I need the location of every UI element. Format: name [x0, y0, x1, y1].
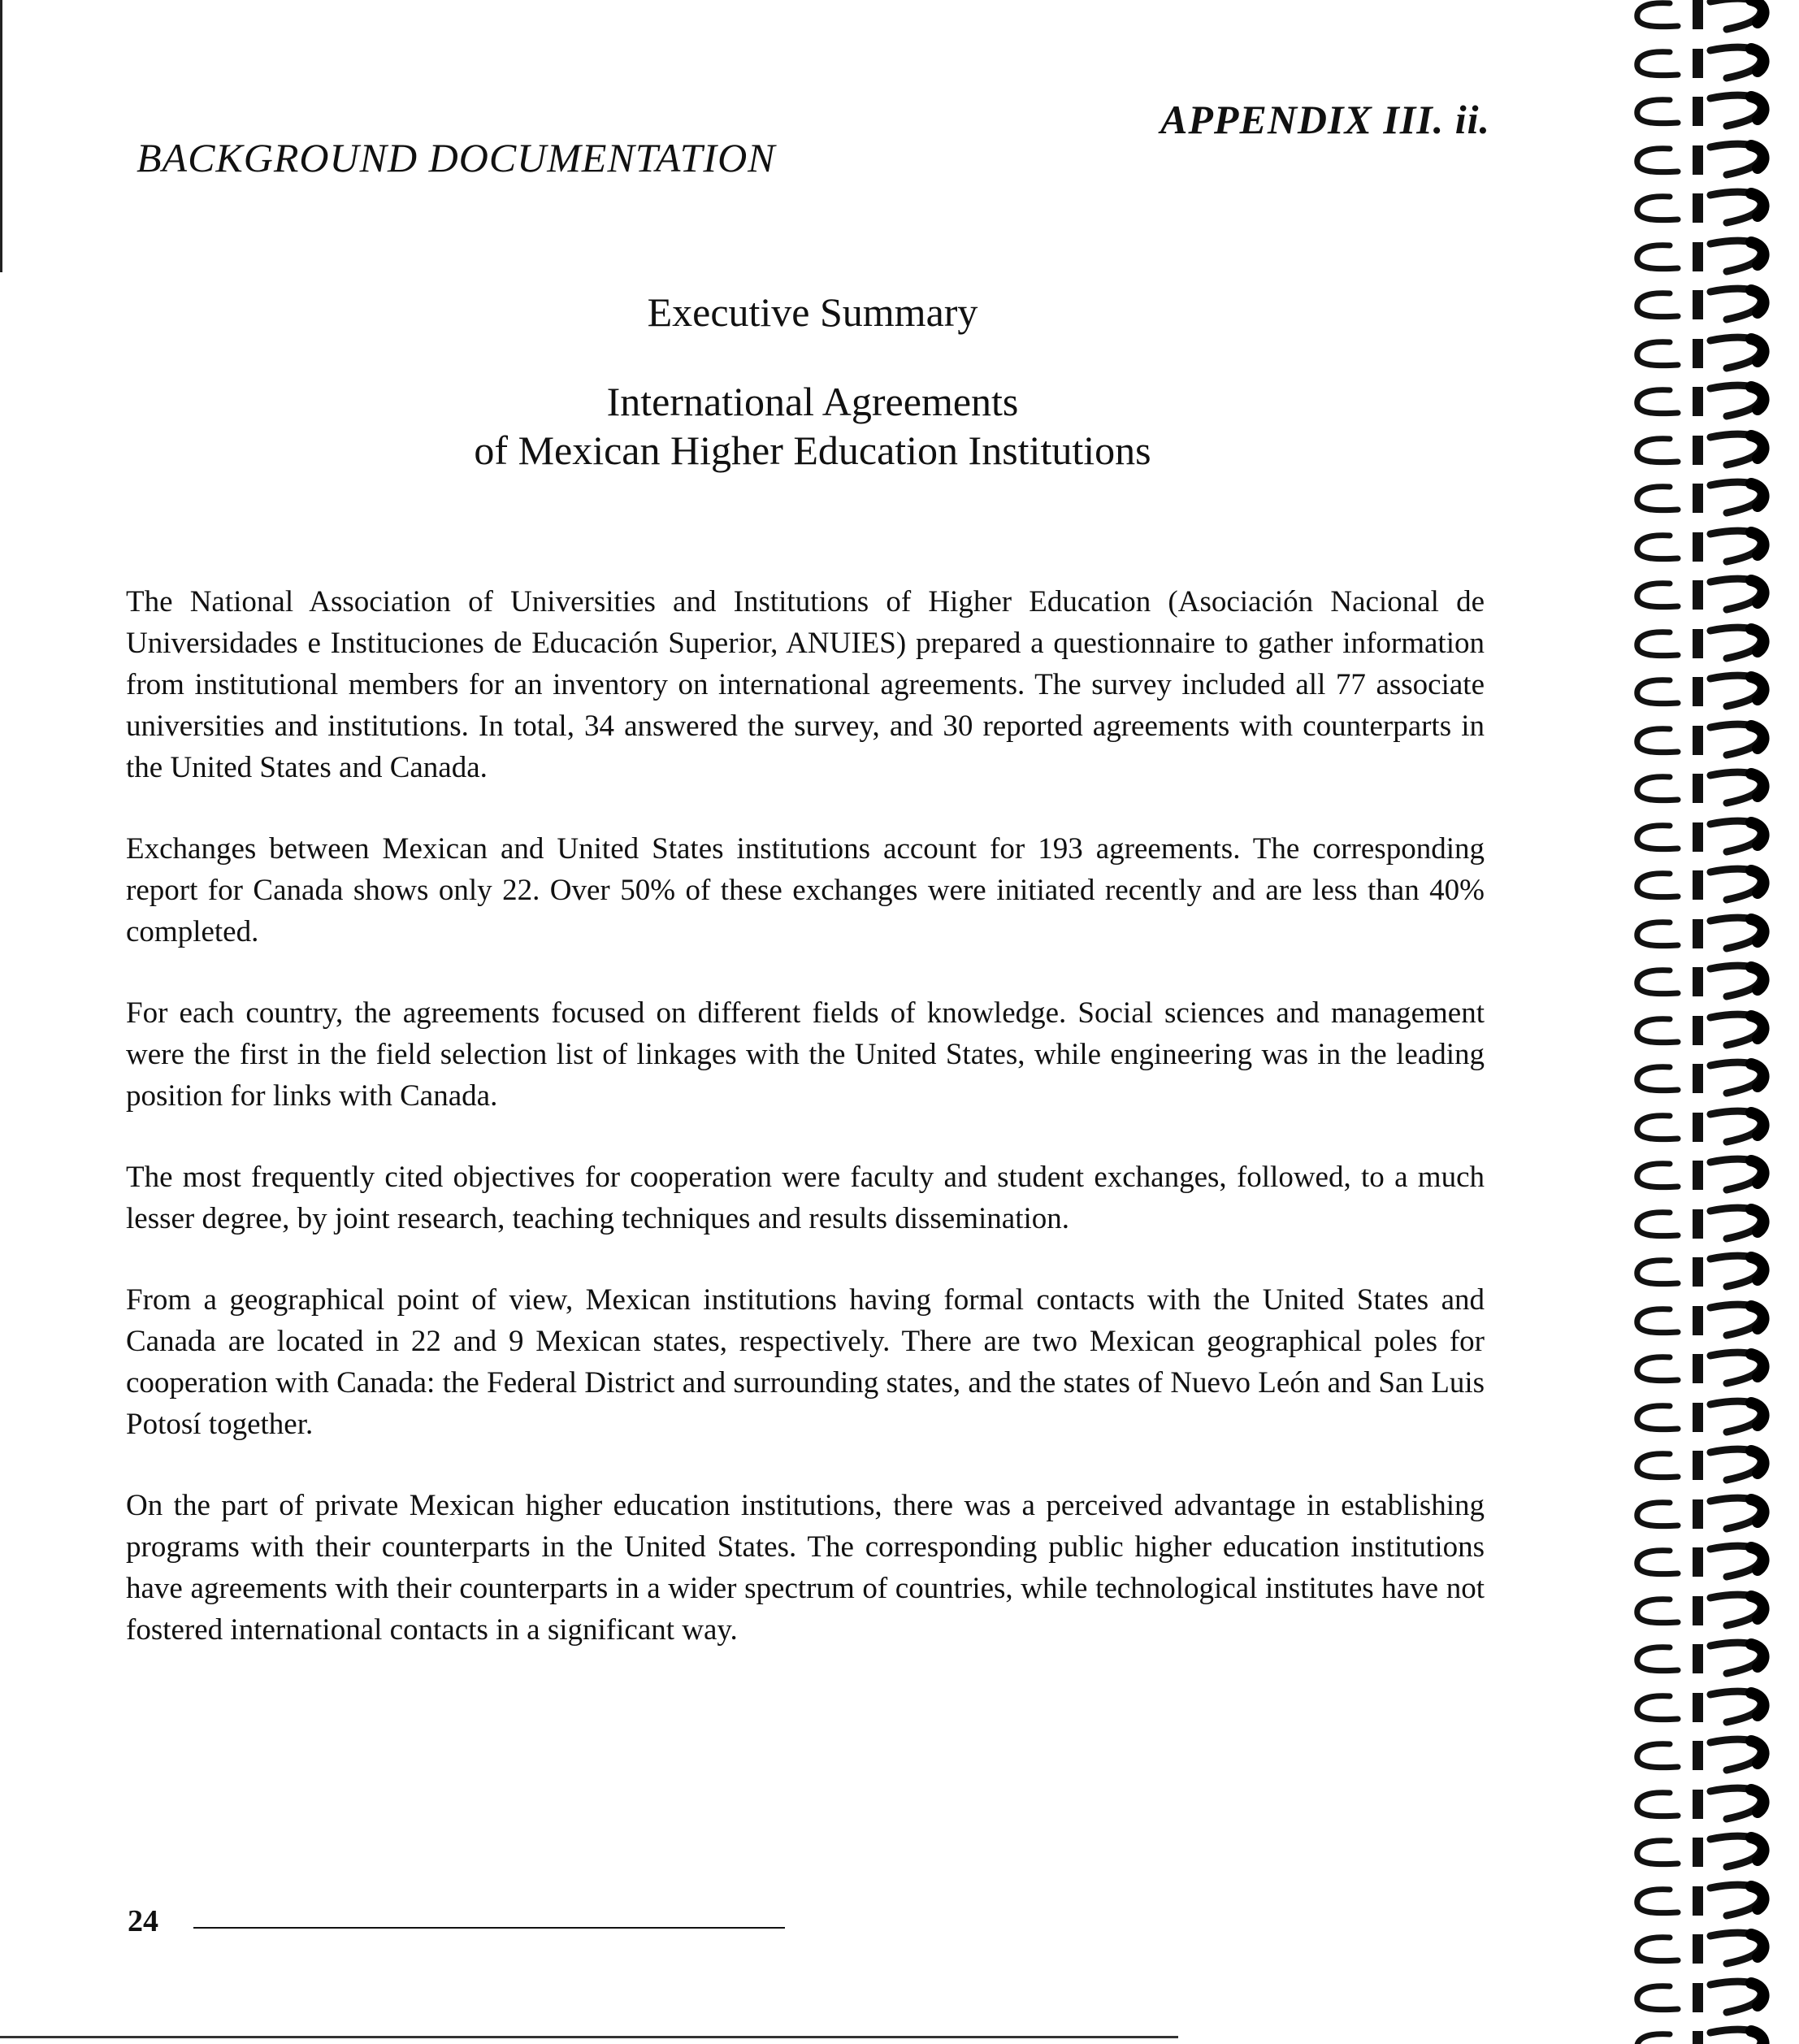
- page-subtitle-line-1: International Agreements: [606, 379, 1019, 424]
- binding-coil: [1621, 1201, 1799, 1248]
- binding-coil: [1621, 137, 1799, 184]
- binding-coil: [1621, 331, 1799, 378]
- binding-coil: [1621, 766, 1799, 813]
- binding-coil: [1621, 427, 1799, 475]
- appendix-label: APPENDIX III. ii.: [1160, 97, 1490, 142]
- binding-coil: [1621, 1491, 1799, 1538]
- binding-coil: [1621, 959, 1799, 1006]
- binding-coil: [1621, 718, 1799, 765]
- binding-coil: [1621, 0, 1799, 39]
- binding-coil: [1621, 1152, 1799, 1200]
- binding-coil: [1621, 1733, 1799, 1780]
- binding-coil: [1621, 41, 1799, 88]
- binding-coil: [1621, 1588, 1799, 1635]
- binding-coil: [1621, 524, 1799, 571]
- paragraph: Exchanges between Mexican and United States institutions account for 193 agreements. The corresponding report for Canada shows only 22. Over 50% of these exchanges were initiated recently and are less than 40% completed.: [126, 832, 1485, 948]
- binding-coil: [1621, 1781, 1799, 1829]
- binding-coil: [1621, 1829, 1799, 1877]
- binding-coil: [1621, 1249, 1799, 1296]
- footer-rule: [193, 1927, 785, 1929]
- binding-coil: [1621, 1975, 1799, 2022]
- binding-coil: [1621, 1539, 1799, 1586]
- binding-coil: [1621, 1636, 1799, 1683]
- binding-coil: [1621, 1878, 1799, 1925]
- binding-coil: [1621, 379, 1799, 426]
- binding-coil: [1621, 621, 1799, 668]
- binding-coil: [1621, 862, 1799, 909]
- scan-edge-bottom: [0, 2036, 1178, 2038]
- binding-coil: [1621, 1298, 1799, 1345]
- page-title: Executive Summary: [647, 289, 978, 335]
- binding-coil: [1621, 1443, 1799, 1490]
- body-text: [126, 581, 1485, 1690]
- binding-coil: [1621, 475, 1799, 523]
- paragraph: The National Association of Universities and Institutions of Higher Education (Asociación Nacional de Universidades e Instituciones de Educación Superior, ANUIES) prepared a questionnaire to gather information from institutional members for an inventory on international agreements. The survey included all 77 associate universities and institutions. In total, 34 answered the survey, and 30 reported agreements with counterparts in the United States and Canada.: [126, 585, 1485, 784]
- binding-coil: [1621, 911, 1799, 958]
- binding-coil: [1621, 1346, 1799, 1393]
- binding-coil: [1621, 234, 1799, 281]
- binding-coil: [1621, 572, 1799, 619]
- binding-coil: [1621, 1685, 1799, 1732]
- binding-coil: [1621, 89, 1799, 136]
- page-subtitle-line-2: of Mexican Higher Education Institutions: [474, 427, 1151, 473]
- binding-coil: [1621, 1008, 1799, 1055]
- paragraph: For each country, the agreements focused on different fields of knowledge. Social sciences and management were the first in the field selection list of linkages with the United States, while engineering was in the leading position for links with Canada.: [126, 996, 1485, 1113]
- paragraph: On the part of private Mexican higher education institutions, there was a perceived advantage in establishing programs with their counterparts in the United States. The corresponding public higher education institutions have agreements with their counterparts in a wider spectrum of countries, while technological institutes have not fostered international contacts in a significant way.: [126, 1489, 1485, 1647]
- paragraph: The most frequently cited objectives for cooperation were faculty and student exchanges, followed, to a much lesser degree, by joint research, teaching techniques and results dissemination.: [126, 1161, 1485, 1235]
- scan-edge-left: [0, 0, 2, 272]
- binding-coil: [1621, 282, 1799, 329]
- binding-coil: [1621, 1395, 1799, 1442]
- binding-coil: [1621, 1056, 1799, 1103]
- paragraph: From a geographical point of view, Mexican institutions having formal contacts with the United States and Canada are located in 22 and 9 Mexican states, respectively. There are two Mexican geographical poles for cooperation with Canada: the Federal District and surrounding states, and the states of Nuevo León and San Luis Potosí together.: [126, 1283, 1485, 1441]
- binding-coil: [1621, 669, 1799, 716]
- binding-coil: [1621, 1926, 1799, 1973]
- section-header: BACKGROUND DOCUMENTATION: [137, 135, 776, 180]
- spiral-binding: [1621, 0, 1799, 2044]
- binding-coil: [1621, 1104, 1799, 1152]
- binding-coil: [1621, 2023, 1799, 2044]
- binding-coil: [1621, 814, 1799, 861]
- page-number: 24: [128, 1904, 158, 1938]
- binding-coil: [1621, 185, 1799, 232]
